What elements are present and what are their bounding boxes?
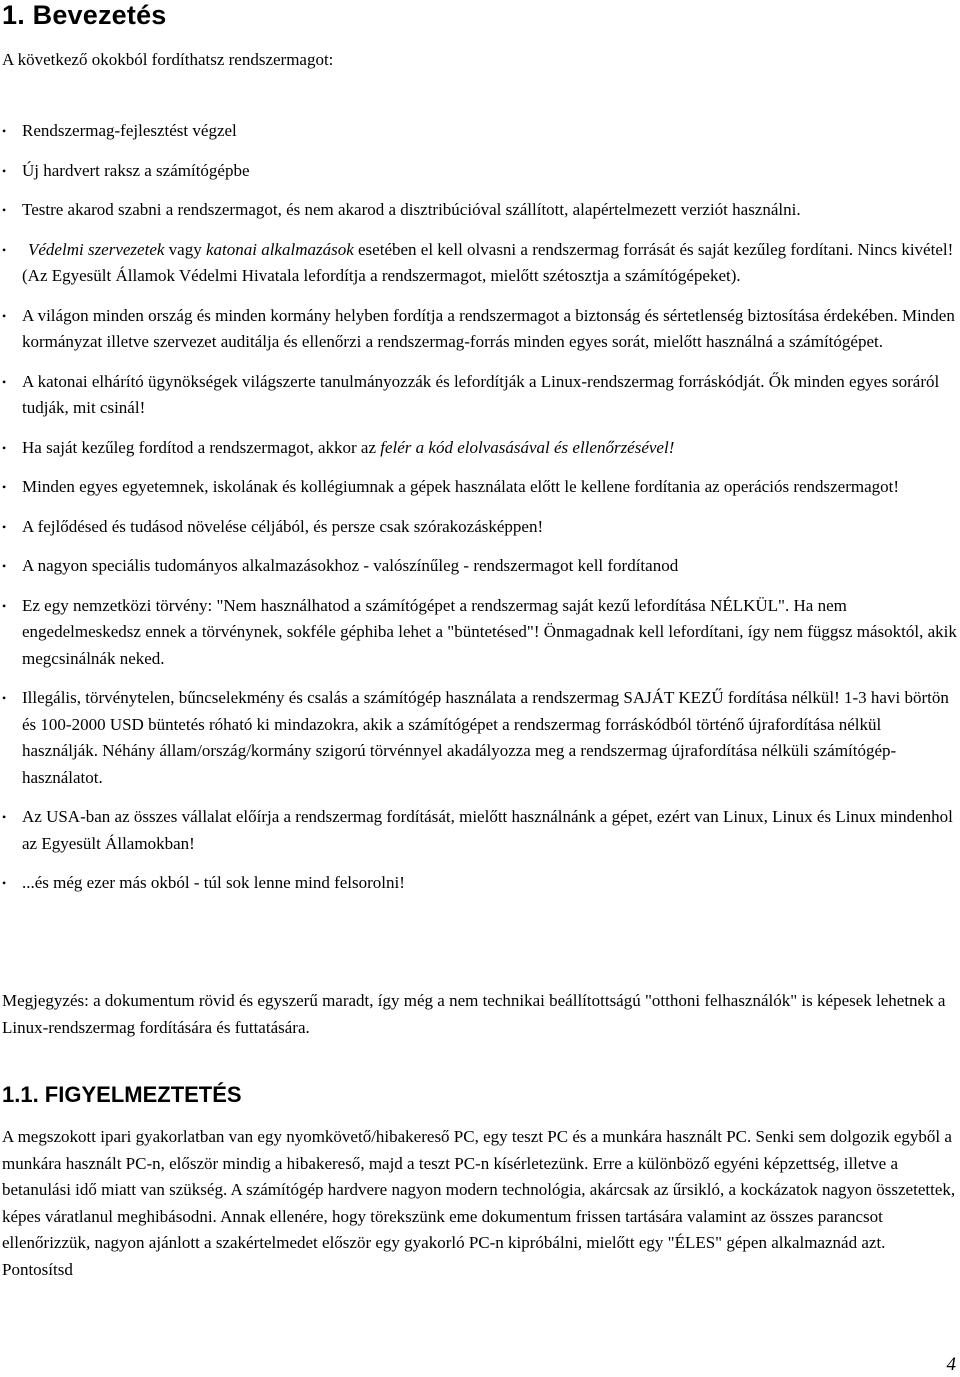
list-item-text: A fejlődésed és tudásod növelése céljából, és persze csak szórakozásképpen! (22, 516, 544, 536)
emphasis-text: Védelmi szervezetek (28, 239, 165, 259)
emphasis-text: felér a kód elolvasásával és ellenőrzésével! (380, 437, 675, 457)
note-paragraph: Megjegyzés: a dokumentum rövid és egyszerű maradt, így még a nem technikai beállítottságú "otthoni felhasználók" is képesek lehetnek a Linux-rendszermag fordítására és futtatására. (2, 991, 946, 1037)
list-item (0, 593, 958, 673)
reasons-list (0, 118, 958, 910)
list-item-text: Az USA-ban az összes vállalat előírja a rendszermag fordítását, mielőtt használnánk a gépet, ezért van Linux, Linux és Linux mindenhol az Egyesült Államokban! (22, 807, 953, 853)
list-item (0, 474, 958, 501)
emphasis-text: katonai alkalmazások (205, 239, 354, 259)
list-item (0, 685, 958, 791)
list-item (0, 870, 958, 897)
list-item (0, 158, 958, 185)
list-item-text: A katonai elhárító ügynökségek világszerte tanulmányozzák és lefordítják a Linux-rendszermag forráskódját. Ők minden egyes soráról tudják, mit csinál! (22, 371, 940, 417)
page-number: 4 (946, 1354, 956, 1375)
list-item (0, 435, 958, 462)
list-item-text: Minden egyes egyetemnek, iskolának és kollégiumnak a gépek használata előtt le kellene fordítania az operációs rendszermagot! (22, 477, 900, 496)
list-item-text: Illegális, törvénytelen, bűncselekmény és csalás a számítógép használata a rendszermag SAJÁT KEZŰ fordítása nélkül! 1-3 havi börtön és 100-2000 USD büntetés róható ki mindazokra, akik a számítógépet a rendszermag forráskódból történő újrafordítása nélkül használják. Néhány állam/ország/kormány szigorú törvénnyel akadályozza meg a rendszermag újrafordítása nélküli számítógép-használatot. (22, 688, 949, 787)
section-heading: 1. Bevezetés (2, 0, 167, 30)
list-item (0, 237, 958, 290)
list-item (0, 514, 958, 541)
subsection-heading: 1.1. FIGYELMEZTETÉS (2, 1082, 242, 1107)
list-item-text: Rendszermag-fejlesztést végzel (22, 121, 237, 140)
list-item-text: Ha saját kezűleg fordítod a rendszermagot, akkor az (22, 437, 377, 457)
list-item-text: Testre akarod szabni a rendszermagot, és nem akarod a disztribúcióval szállított, alapértelmezett verziót használni. (22, 200, 801, 219)
list-item-text: Új hardvert raksz a számítógépbe (22, 160, 250, 180)
list-item-text: A nagyon speciális tudományos alkalmazásokhoz - valószínűleg - rendszermagot kell fordítanod (22, 556, 679, 575)
list-item (0, 303, 958, 356)
list-item (0, 369, 958, 422)
list-item-text: vagy (168, 239, 202, 259)
list-item-text: ...és még ezer más okból - túl sok lenne mind felsorolni! (22, 873, 405, 892)
list-item (0, 197, 958, 224)
list-item-text: Ez egy nemzetközi törvény: "Nem használhatod a számítógépet a rendszermag saját kezű lefordítása NÉLKÜL". Ha nem engedelmeskedsz ennek a törvénynek, sokféle géphiba lehet a "büntetésed"! Önmagadnak kell lefordítani, így nem függsz másoktól, akik megcsinálnák neked. (22, 595, 957, 668)
warning-paragraph: A megszokott ipari gyakorlatban van egy nyomkövető/hibakereső PC, egy teszt PC és a munkára használt PC. Senki sem dolgozik egyből a munkára használt PC-n, először mindig a hibakereső, majd a teszt PC-n kísérletezünk. Erre a különböző egyéni képzettség, illetve a betanulási idő miatt van szükség. A számítógép hardvere nagyon modern technológia, akárcsak az űrsikló, a kockázatok nagyon összetettek, képes váratlanul meghibásodni. Annak ellenére, hogy törekszünk eme dokumentum frissen tartására valamint az összes parancsot ellenőrizzük, nagyon ajánlott a szakértelmedet először egy gyakorló PC-n kipróbálni, mielőtt egy "ÉLES" gépen alkalmaznád azt. Pontosítsd (2, 1127, 956, 1279)
list-item-text: A világon minden ország és minden kormány helyben fordítja a rendszermagot a biztonság és sértetlenség biztosítása érdekében. Minden kormányzat illetve szervezet auditálja és ellenőrzi a rendszermag-forrás minden egyes sorát, mielőtt használná a számítógépet. (22, 305, 955, 351)
list-item (0, 553, 958, 580)
intro-paragraph: A következő okokból fordíthatsz rendszermagot: (2, 50, 334, 69)
list-item-text: esetében el kell olvasni a rendszermag forrását és saját kezűleg fordítani. Nincs kivétel! (Az Egyesült Államok Védelmi Hivatala lefordítja a rendszermagot, mielőtt szétosztja a számítógépeket). (22, 239, 954, 285)
list-item (0, 804, 958, 857)
list-item (0, 118, 958, 145)
